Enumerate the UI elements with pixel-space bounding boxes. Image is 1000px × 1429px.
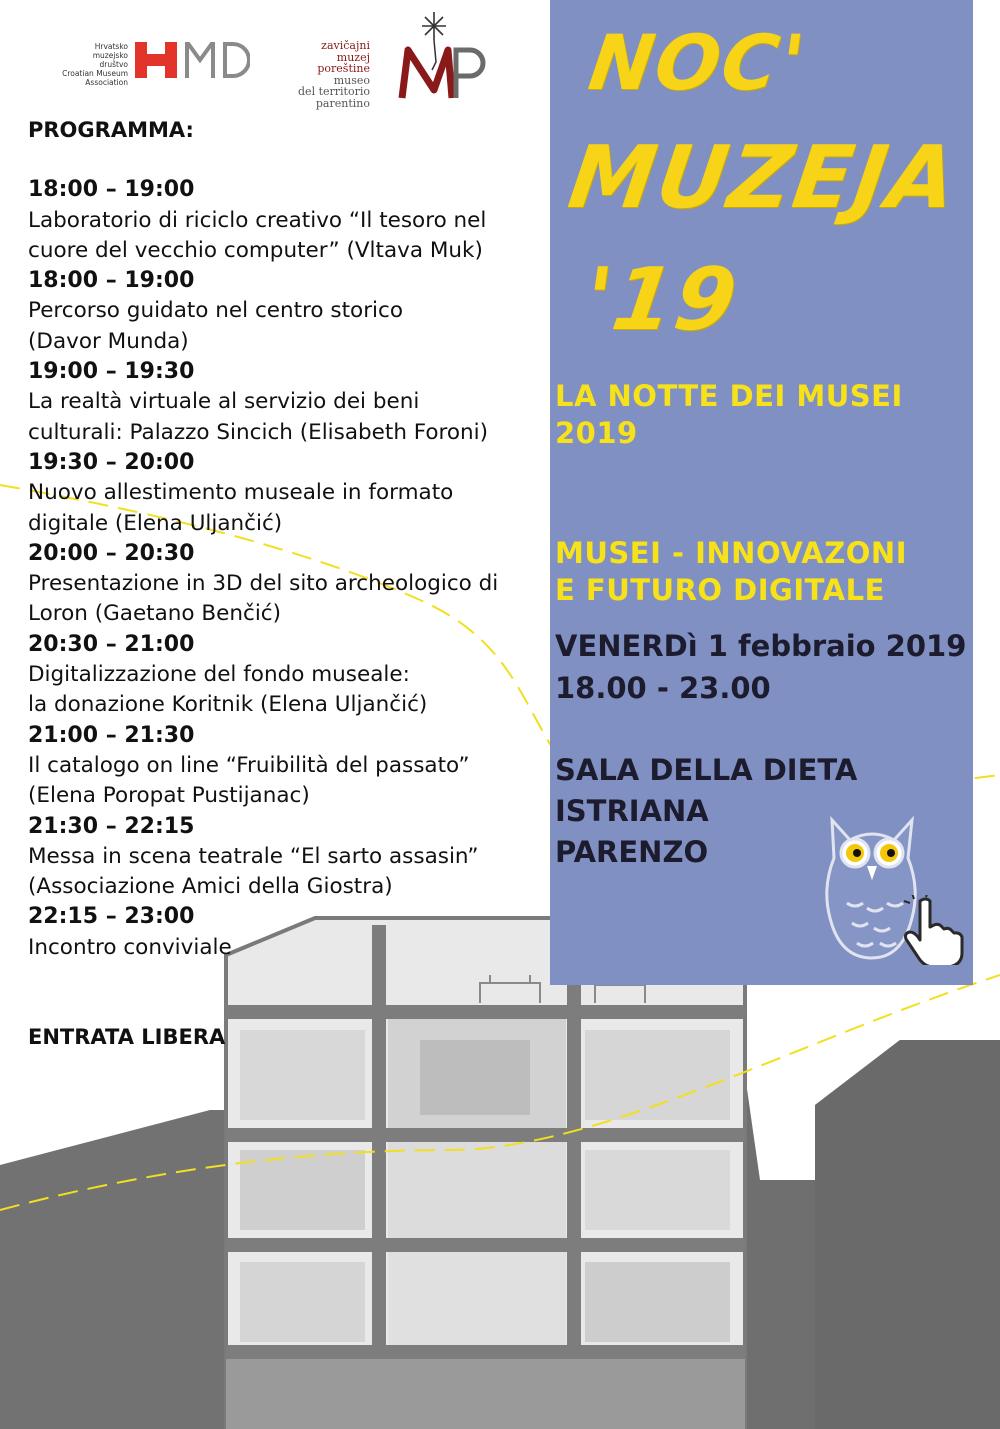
- programme-item: [28, 630, 548, 721]
- programme: [28, 115, 548, 963]
- programme-desc: (Associazione Amici della Giostra): [28, 874, 393, 900]
- programme-time: 20:00 – 20:30: [28, 540, 195, 566]
- zmp-logo-text: [290, 40, 370, 109]
- programme-time: 21:00 – 21:30: [28, 722, 195, 748]
- hmd-text-line: Association: [85, 78, 128, 87]
- programme-time: 18:00 – 19:00: [28, 268, 195, 294]
- pointing-hand-icon: [902, 895, 966, 965]
- programme-item: [28, 721, 548, 812]
- hmd-logo-text: [62, 42, 128, 87]
- programme-desc: Il catalogo on line “Fruibilità del passato”: [28, 752, 470, 778]
- programme-time: 20:30 – 21:00: [28, 631, 195, 657]
- zmp-text-line: del territorio: [298, 85, 370, 98]
- programme-desc: digitale (Elena Uljančić): [28, 510, 283, 536]
- theme: [555, 535, 907, 609]
- event-time: 18.00 - 23.00: [555, 671, 771, 705]
- zmp-text-line: museo: [333, 73, 370, 87]
- programme-item: [28, 448, 548, 539]
- programme-desc: la donazione Koritnik (Elena Uljančić): [28, 692, 428, 718]
- hmd-text-line: muzejsko društvo: [92, 51, 128, 69]
- programme-desc: cuore del vecchio computer” (Vltava Muk): [28, 237, 483, 263]
- free-entry-label: ENTRATA LIBERA: [28, 1025, 226, 1049]
- programme-desc: (Davor Munda): [28, 328, 189, 354]
- programme-desc: La realtà virtuale al servizio dei beni: [28, 389, 420, 415]
- zmp-text-line: poreštine: [317, 62, 370, 75]
- venue-line: ISTRIANA: [555, 794, 709, 828]
- hmd-text-line: Croatian Museum: [62, 69, 128, 78]
- programme-time: 22:15 – 23:00: [28, 904, 195, 930]
- venue-line: PARENZO: [555, 835, 709, 869]
- programme-time: 19:30 – 20:00: [28, 449, 195, 475]
- programme-item: [28, 539, 548, 630]
- programme-time: 18:00 – 19:00: [28, 177, 195, 203]
- programme-item: [28, 175, 548, 266]
- hmd-logo-icon: [135, 42, 250, 78]
- programme-desc: Digitalizzazione del fondo museale:: [28, 662, 410, 688]
- programme-time: 21:30 – 22:15: [28, 813, 195, 839]
- programme-desc: (Elena Poropat Pustijanac): [28, 783, 310, 809]
- programme-desc: Loron (Gaetano Benčić): [28, 601, 282, 627]
- programme-desc: Laboratorio di riciclo creativo “Il tesoro nel: [28, 207, 487, 233]
- event-date: VENERDì 1 febbraio 2019: [555, 629, 967, 663]
- programme-desc: Messa in scena teatrale “El sarto assasin”: [28, 843, 479, 869]
- programme-item: [28, 266, 548, 357]
- theme-line: MUSEI - INNOVAZONI: [555, 536, 907, 570]
- programme-desc: culturali: Palazzo Sincich (Elisabeth Foroni): [28, 419, 489, 445]
- venue-line: SALA DELLA DIETA: [555, 753, 858, 787]
- programme-item: [28, 902, 548, 963]
- theme-line: E FUTURO DIGITALE: [555, 573, 885, 607]
- zmp-text-line: muzej: [336, 50, 370, 64]
- programme-item: [28, 812, 548, 903]
- programme-desc: Presentazione in 3D del sito archeologico di: [28, 571, 499, 597]
- programme-time: 19:00 – 19:30: [28, 359, 195, 385]
- subtitle: [555, 378, 903, 452]
- programme-desc: Incontro conviviale: [28, 934, 232, 960]
- programme-title: PROGRAMMA:: [28, 118, 194, 142]
- title-line-3: '19: [577, 250, 745, 350]
- title-line-2: MUZEJA: [562, 128, 965, 228]
- subtitle-line: 2019: [555, 416, 638, 450]
- programme-item: [28, 357, 548, 448]
- zmp-text-line: zavičajni: [321, 39, 370, 52]
- subtitle-line: LA NOTTE DEI MUSEI: [555, 379, 903, 413]
- zmp-text-line: parentino: [315, 96, 370, 110]
- programme-desc: Percorso guidato nel centro storico: [28, 298, 403, 324]
- programme-desc: Nuovo allestimento museale in formato: [28, 480, 454, 506]
- hmd-text-line: Hrvatsko: [94, 42, 128, 51]
- zmp-logo-icon: [398, 10, 490, 102]
- title-line-1: NOC': [583, 18, 812, 107]
